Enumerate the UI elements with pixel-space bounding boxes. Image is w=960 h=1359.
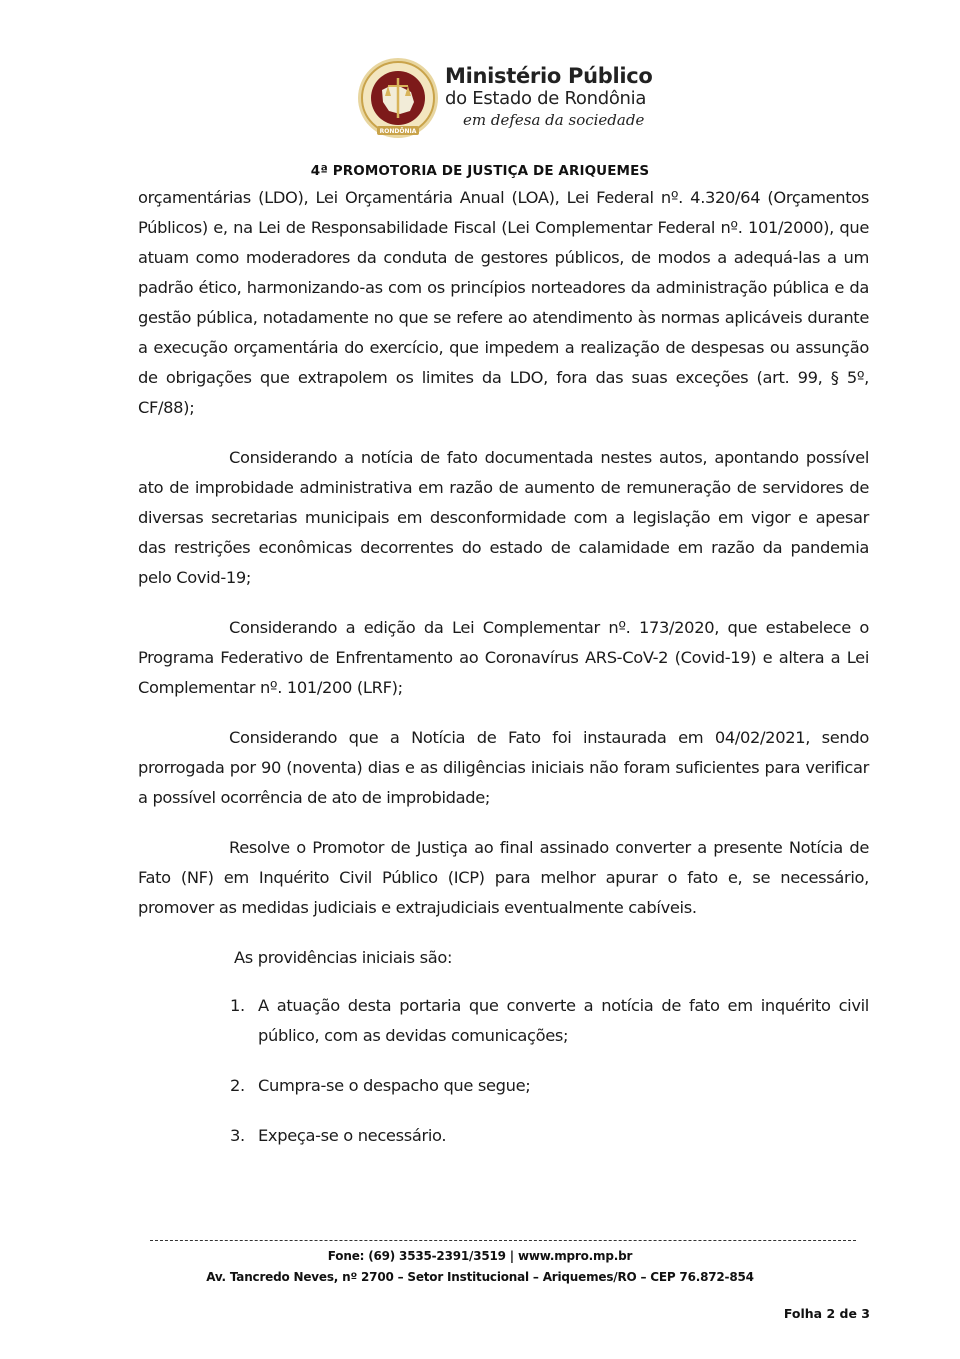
- list-item-number: 3.: [230, 1126, 245, 1145]
- brand-title: Ministério Público: [445, 64, 653, 88]
- list-item: [138, 991, 869, 1051]
- document-body: [138, 183, 869, 1171]
- ministerio-publico-seal-icon: [355, 56, 441, 142]
- paragraph-resolve: Resolve o Promotor de Justiça ao final assinado converter a presente Notícia de Fato (NF) em Inquérito Civil Público (ICP) para melhor apurar o fato e, se necessário, promover as medidas judiciais e extrajudiciais eventualmente cabíveis.: [138, 838, 869, 917]
- paragraph-considerando-instauracao: Considerando que a Notícia de Fato foi instaurada em 04/02/2021, sendo prorrogada por 90 (noventa) dias e as diligências iniciais não foram suficientes para verificar a possível ocorrência de ato de improbidade;: [138, 728, 869, 807]
- brand-subtitle: do Estado de Rondônia: [445, 88, 647, 109]
- list-item-text: Expeça-se o necessário.: [258, 1126, 447, 1145]
- footer: [0, 1246, 960, 1288]
- list-item-text: A atuação desta portaria que converte a notícia de fato em inquérito civil público, com as devidas comunicações;: [258, 996, 869, 1045]
- footer-contact: Fone: (69) 3535-2391/3519 | www.mpro.mp.br: [327, 1249, 633, 1263]
- providencias-list: [138, 991, 869, 1151]
- office-heading: 4ª PROMOTORIA DE JUSTIÇA DE ARIQUEMES: [310, 163, 650, 179]
- svg-text:RONDÔNIA: RONDÔNIA: [379, 128, 417, 135]
- providencias-intro: As providências iniciais são:: [234, 948, 453, 967]
- list-item: [138, 1121, 869, 1151]
- page-number: Folha 2 de 3: [783, 1306, 870, 1321]
- paragraph-considerando-lc173: Considerando a edição da Lei Complementar nº. 173/2020, que estabelece o Programa Federativo de Enfrentamento ao Coronavírus ARS-CoV-2 (Covid-19) e altera a Lei Complementar nº. 101/200 (LRF);: [138, 618, 869, 697]
- paragraph-considerando-noticia: Considerando a notícia de fato documentada nestes autos, apontando possível ato de improbidade administrativa em razão de aumento de remuneração de servidores de diversas secretarias municipais em desconformidade com a legislação em vigor e apesar das restrições econômicas decorrentes do estado de calamidade em razão da pandemia pelo Covid-19;: [138, 448, 869, 587]
- list-item-text: Cumpra-se o despacho que segue;: [258, 1076, 531, 1095]
- paragraph-legal-context: orçamentárias (LDO), Lei Orçamentária Anual (LOA), Lei Federal nº. 4.320/64 (Orçamentos Públicos) e, na Lei de Responsabilidade Fiscal (Lei Complementar Federal nº. 101/2000), que atuam como moderadores da conduta de gestores públicos, de modos a adequá-las a um padrão ético, harmonizando-as com os princípios norteadores da administração pública e da gestão pública, notadamente no que se refere ao atendimento às normas aplicáveis durante a execução orçamentária do exercício, que impedem a realização de despesas ou assunção de obrigações que extrapolem os limites da LDO, fora das suas exceções (art. 99, § 5º, CF/88);: [138, 188, 869, 417]
- list-item-number: 1.: [230, 996, 245, 1015]
- footer-address: Av. Tancredo Neves, nº 2700 – Setor Institucional – Ariquemes/RO – CEP 76.872-854: [206, 1270, 754, 1284]
- footer-divider: [150, 1240, 856, 1241]
- brand-block: [445, 64, 653, 130]
- list-item-number: 2.: [230, 1076, 245, 1095]
- letterhead: [355, 56, 675, 146]
- brand-motto: em defesa da sociedade: [463, 111, 645, 129]
- list-item: [138, 1071, 869, 1101]
